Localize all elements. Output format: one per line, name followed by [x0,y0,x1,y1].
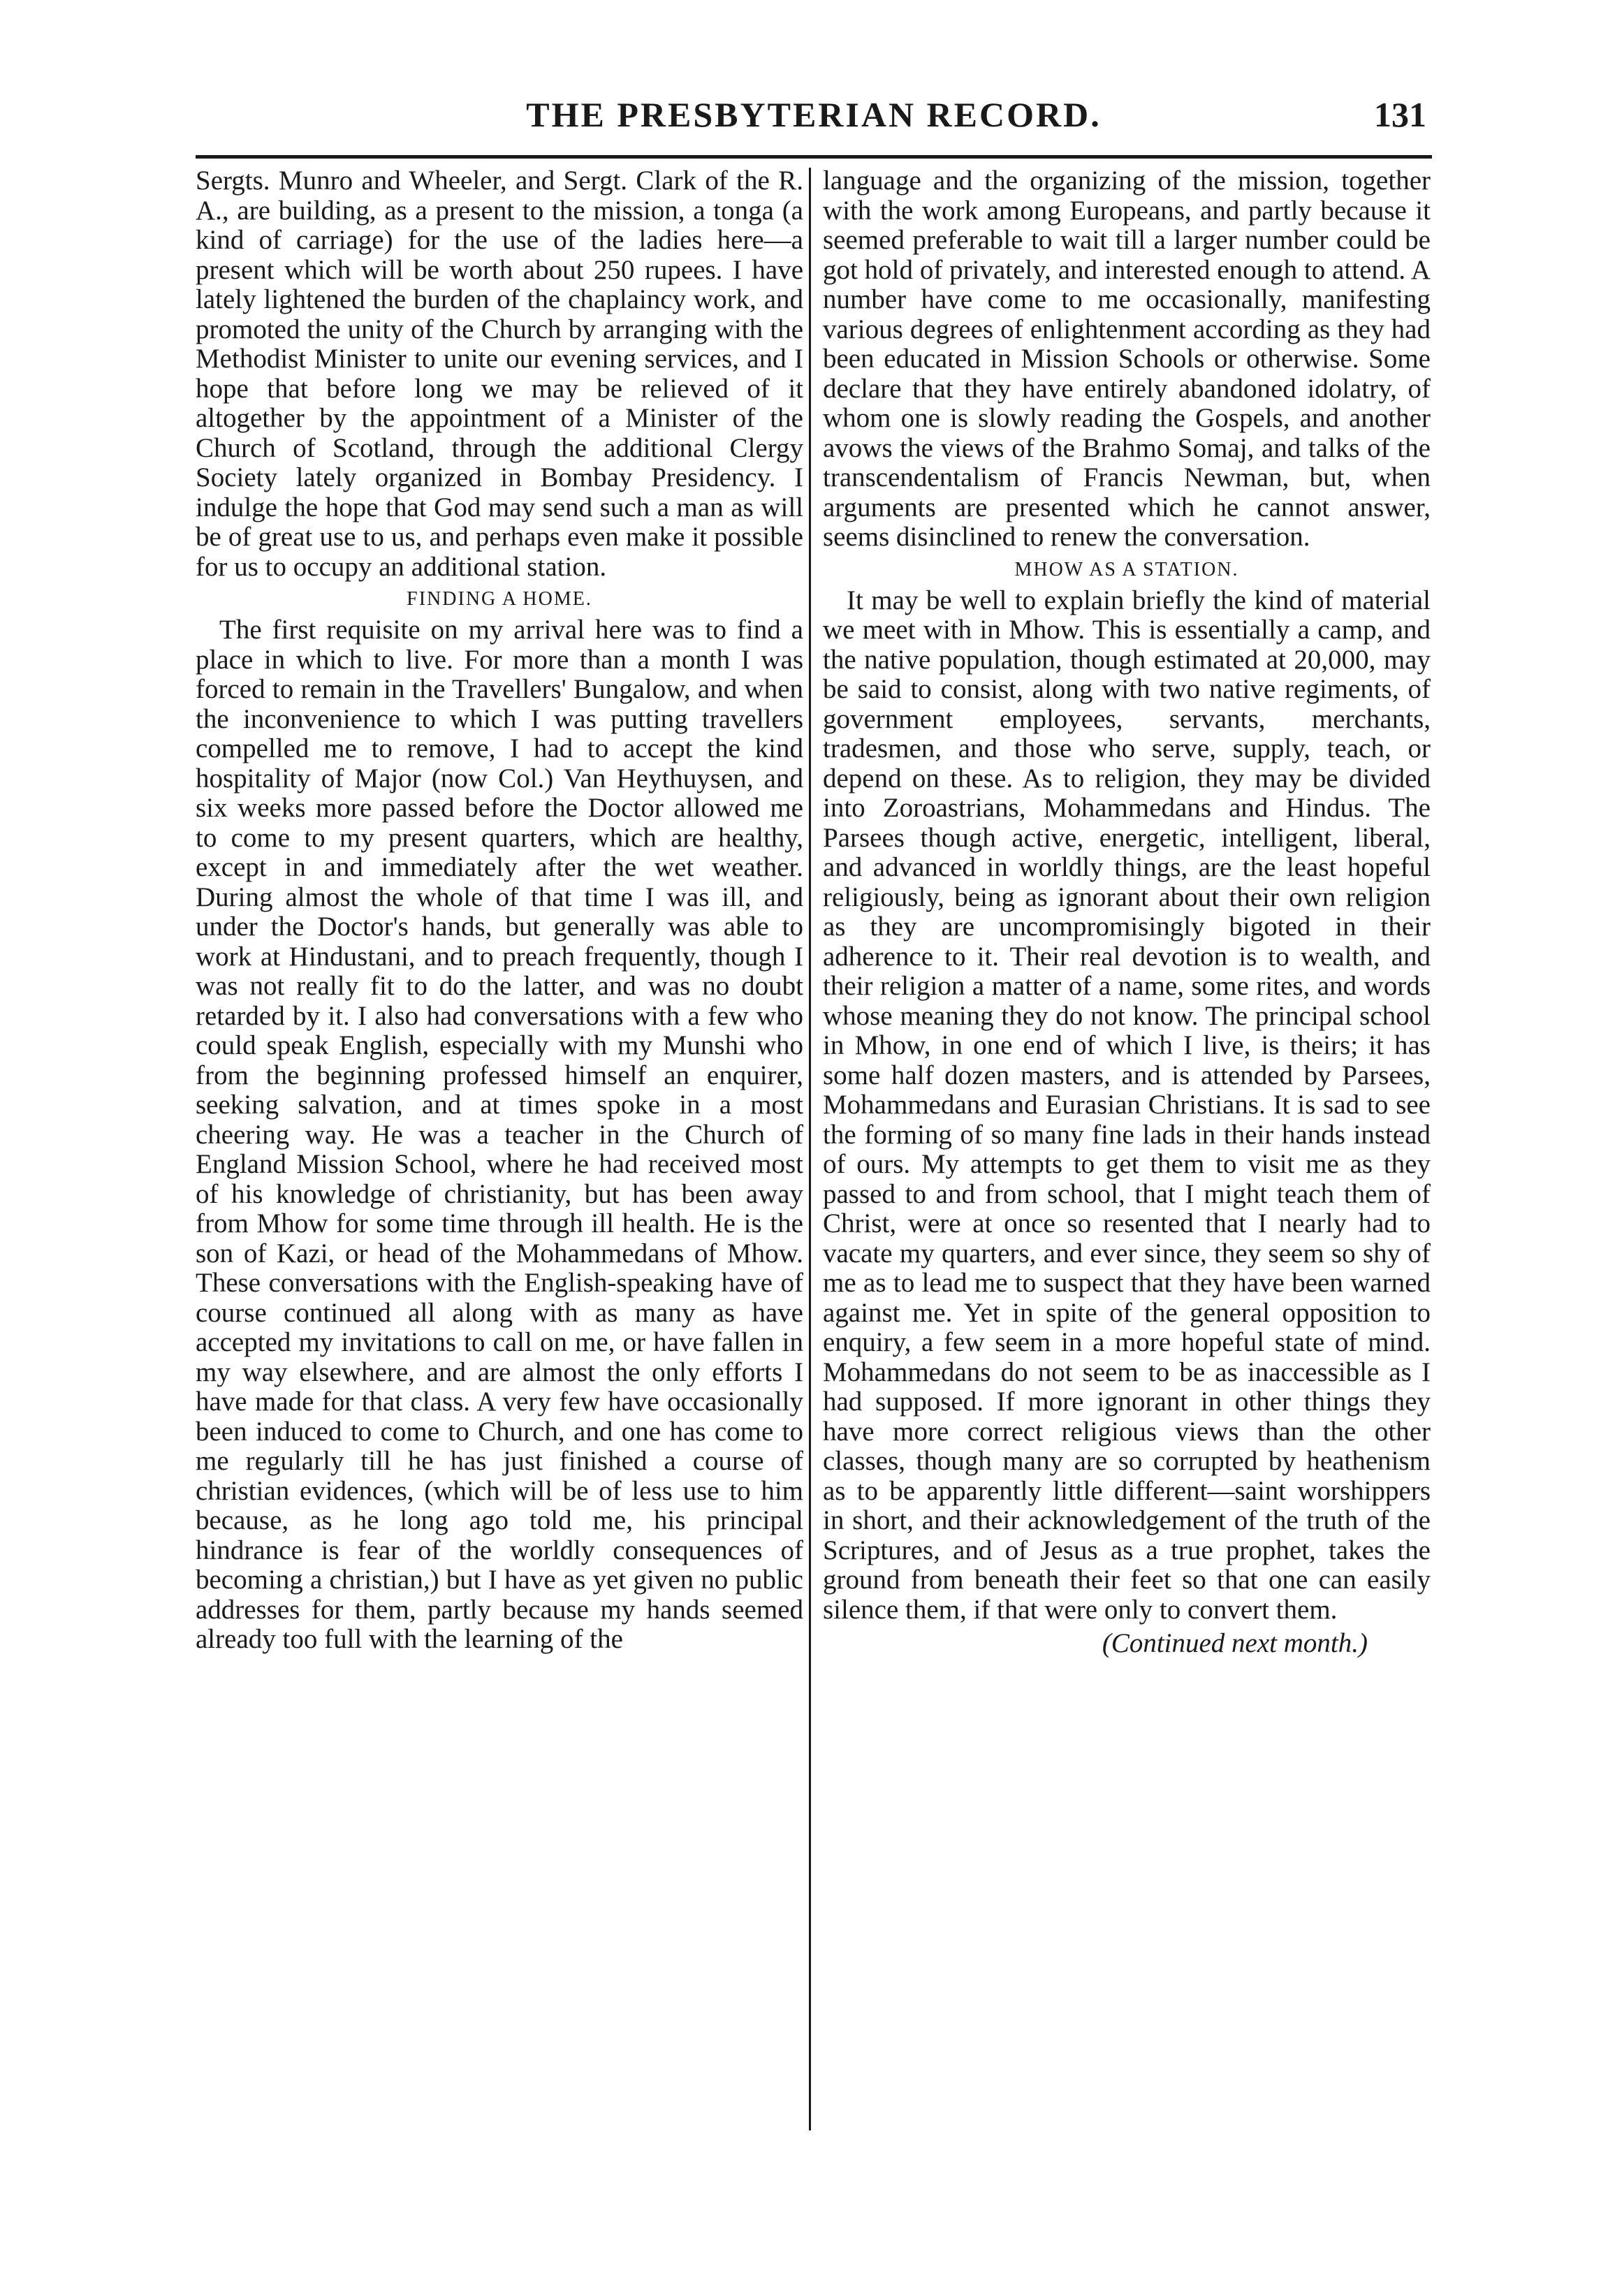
subhead-finding-a-home: FINDING A HOME. [407,588,592,610]
page-header [196,94,1432,143]
page-number: 131 [1374,95,1426,134]
header-rule [196,155,1432,159]
right-column [823,166,1431,1659]
left-paragraph-2: The first requisite on my arrival here was to find a place in which to live. For more than a month I was forced to remain in the Travellers' Bungalow, and when the inconvenience to which I was putting travellers compelled me to remove, I had to accept the kind hospitality of Major (now Col.) Van Heythuysen, and six weeks more passed before the Doctor allowed me to come to my present quarters, which are healthy, except in and immediately after the wet weather. During almost the whole of that time I was ill, and under the Doctor's hands, but generally was able to work at Hindustani, and to preach frequently, though I was not really fit to do the latter, and was no doubt retarded by it. I also had conversations with a few who could speak English, especially with my Munshi who from the beginning professed himself an enquirer, seeking salvation, and at times spoke in a most cheering way. He was a teacher in the Church of England Mission School, where he had received most of his knowledge of christianity, but has been away from Mhow for some time through ill health. He is the son of Kazi, or head of the Mohammedans of Mhow. These conversations with the English-speaking have of course continued all along with as many as have accepted my invitations to call on me, or have fallen in my way elsewhere, and are almost the only efforts I have made for that class. A very few have occasionally been induced to come to Church, and one has come to me regularly till he has just finished a course of christian evidences, (which will be of less use to him because, as he long ago told me, his principal hindrance is fear of the worldly consequences of becoming a christian,) but I have as yet given no public addresses for them, partly because my hands seemed already too full with the learning of the [196,615,803,1654]
column-divider [809,168,811,2130]
continued-note: (Continued next month.) [1102,1628,1368,1658]
right-paragraph-1: language and the organizing of the mission, together with the work among Europeans, and partly because it seemed preferable to wait till a larger number could be got hold of privately, and interested enough to attend. A number have come to me occasionally, manifesting various degrees of enlightenment according as they had been educated in Mission Schools or otherwise. Some declare that they have entirely abandoned idolatry, of whom one is slowly reading the Gospels, and another avows the views of the Brahmo Somaj, and talks of the transcendentalism of Francis Newman, but, when arguments are presented which he cannot answer, seems disinclined to renew the conversation. [823,166,1431,552]
right-paragraph-2: It may be well to explain briefly the kind of material we meet with in Mhow. This is essentially a camp, and the native population, though estimated at 20,000, may be said to consist, along with two native regiments, of government employees, servants, merchants, tradesmen, and those who serve, supply, teach, or depend on these. As to religion, they may be divided into Zoroastrians, Mohammedans and Hindus. The Parsees though active, energetic, intelligent, liberal, and advanced in worldly things, are the least hopeful religiously, being as ignorant about their own religion as they are uncompromisingly bigoted in their adherence to it. Their real devotion is to wealth, and their religion a matter of a name, some rites, and words whose meaning they do not know. The principal school in Mhow, in one end of which I live, is theirs; it has some half dozen masters, and is attended by Parsees, Mohammedans and Eurasian Christians. It is sad to see the forming of so many fine lads in their hands instead of ours. My attempts to get them to visit me as they passed to and from school, that I might teach them of Christ, were at once so resented that I nearly had to vacate my quarters, and ever since, they seem so shy of me as to lead me to suspect that they have been warned against me. Yet in spite of the general opposition to enquiry, a few seem in a more hopeful state of mind. Mohammedans do not seem to be as inaccessible as I had supposed. If more ignorant in other things they have more correct religious views than the other classes, though many are so corrupted by heathenism as to be apparently little different—saint worshippers in short, and their acknowledgement of the truth of the Scriptures, and of Jesus as a true prophet, takes the ground from beneath their feet so that one can easily silence them, if that were only to convert them. [823,585,1431,1625]
subhead-mhow-as-a-station: MHOW AS A STATION. [1014,558,1239,580]
left-column [196,166,803,1655]
left-paragraph-1: Sergts. Munro and Wheeler, and Sergt. Clark of the R. A., are building, as a present to the mission, a tonga (a kind of carriage) for the use of the ladies here—a present which will be worth about 250 rupees. I have lately lightened the burden of the chaplaincy work, and promoted the unity of the Church by arranging with the Methodist Minister to unite our evening services, and I hope that before long we may be relieved of it altogether by the appointment of a Minister of the Church of Scotland, through the additional Clergy Society lately organized in Bombay Presidency. I indulge the hope that God may send such a man as will be of great use to us, and perhaps even make it possible for us to occupy an additional station. [196,166,803,582]
publication-title: THE PRESBYTERIAN RECORD. [526,95,1102,134]
